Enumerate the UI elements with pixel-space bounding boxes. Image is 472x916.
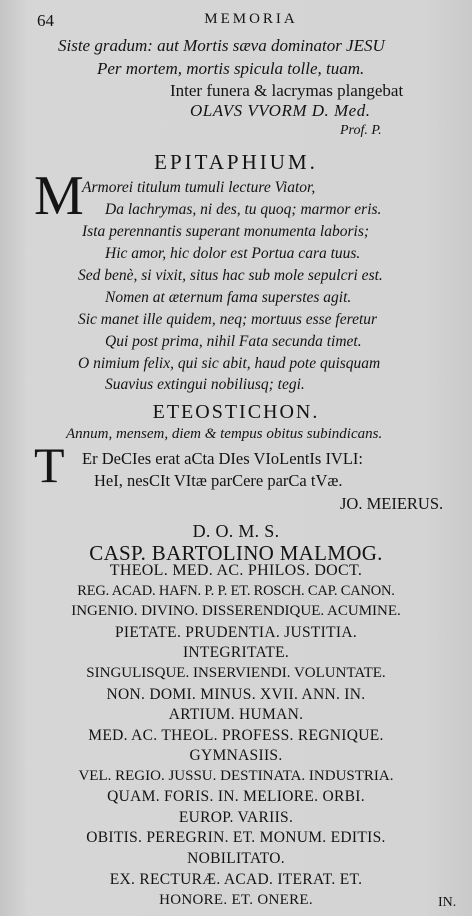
inscription-line: QUAM. FORIS. IN. MELIORE. ORBI. [107, 788, 365, 805]
epitaph-line: Da lachrymas, ni des, tu quoq; marmor eris. [105, 201, 382, 218]
running-title: MEMORIA [204, 11, 298, 27]
opening-line: Inter funera & lacrymas plangebat [170, 81, 404, 100]
eteostichon-heading: ETEOSTICHON. [152, 401, 320, 423]
page-number: 64 [37, 11, 54, 30]
inscription-line: REG. ACAD. HAFN. P. P. ET. ROSCH. CAP. CANON. [77, 583, 395, 599]
eteostichon-subtitle: Annum, mensem, diem & tempus obitus subindicans. [66, 426, 383, 442]
inscription-line: D. O. M. S. [192, 521, 280, 541]
opening-line: Per mortem, mortis spicula tolle, tuam. [97, 59, 365, 78]
epitaph-line: Nomen at æternum fama superstes agit. [105, 289, 352, 306]
inscription-line: VEL. REGIO. JUSSU. DESTINATA. INDUSTRIA. [78, 768, 394, 784]
epitaph-line: Sic manet ille quidem, neq; mortuus esse feretur [78, 311, 378, 328]
epitaph-line: Armorei titulum tumuli lecture Viator, [82, 179, 316, 196]
epitaph-line: O nimium felix, qui sic abit, haud pote quisquam [78, 355, 381, 372]
author-title: Prof. P. [340, 123, 382, 138]
epitaph-dropcap: M [34, 165, 84, 227]
inscription-line: NOBILITATO. [187, 850, 285, 867]
eteostichon-dropcap: T [34, 437, 65, 493]
inscription-line: INTEGRITATE. [182, 644, 290, 661]
epitaph-line: Hic amor, hic dolor est Portua cara tuus. [105, 245, 361, 262]
epitaph-line: Qui post prima, nihil Fata secunda timet. [105, 333, 362, 350]
catchword: IN. [438, 895, 457, 910]
inscription-line: SINGULISQUE. INSERVIENDI. VOLUNTATE. [86, 665, 386, 681]
inscription-line: EX. RECTURÆ. ACAD. ITERAT. ET. [109, 871, 363, 888]
epitaph-line: Suavius extingui nobiliusq; tegi. [105, 376, 305, 393]
inscription-line: GYMNASIIS. [189, 747, 283, 764]
epitaph-heading: EPITAPHIUM. [154, 150, 318, 174]
inscription-line: PIETATE. PRUDENTIA. JUSTITIA. [114, 624, 358, 641]
inscription-line: EUROP. VARIIS. [178, 809, 294, 826]
inscription-line: THEOL. MED. AC. PHILOS. DOCT. [109, 562, 363, 579]
eteostichon-line: HeI, nesCIt VItæ parCere parCa tVæ. [94, 471, 343, 490]
eteostichon-line: Er DeCIes erat aCta DIes VIoLentIs IVLI: [82, 449, 364, 468]
inscription-line: CASP. BARTOLINO MALMOG. [89, 541, 383, 565]
inscription-line: NON. DOMI. MINUS. XVII. ANN. IN. [106, 686, 366, 703]
inscription-line: HONORE. ET. ONERE. [159, 892, 313, 908]
inscription-line: INGENIO. DIVINO. DISSERENDIQUE. ACUMINE. [71, 603, 401, 619]
eteostichon-signature: JO. MEIERUS. [340, 494, 444, 513]
opening-line: Siste gradum: aut Mortis sæva dominator JESU [58, 36, 385, 55]
epitaph-line: Sed benè, si vixit, situs hac sub mole sepulcri est. [78, 267, 383, 284]
epitaph-line: Ista perennantis superant monumenta laboris; [82, 223, 370, 240]
author-name: OLAVS VVORM D. Med. [190, 101, 371, 120]
inscription-line: MED. AC. THEOL. PROFESS. REGNIQUE. [88, 727, 384, 744]
inscription-line: OBITIS. PEREGRIN. ET. MONUM. EDITIS. [86, 829, 386, 846]
inscription-line: ARTIUM. HUMAN. [168, 706, 304, 723]
